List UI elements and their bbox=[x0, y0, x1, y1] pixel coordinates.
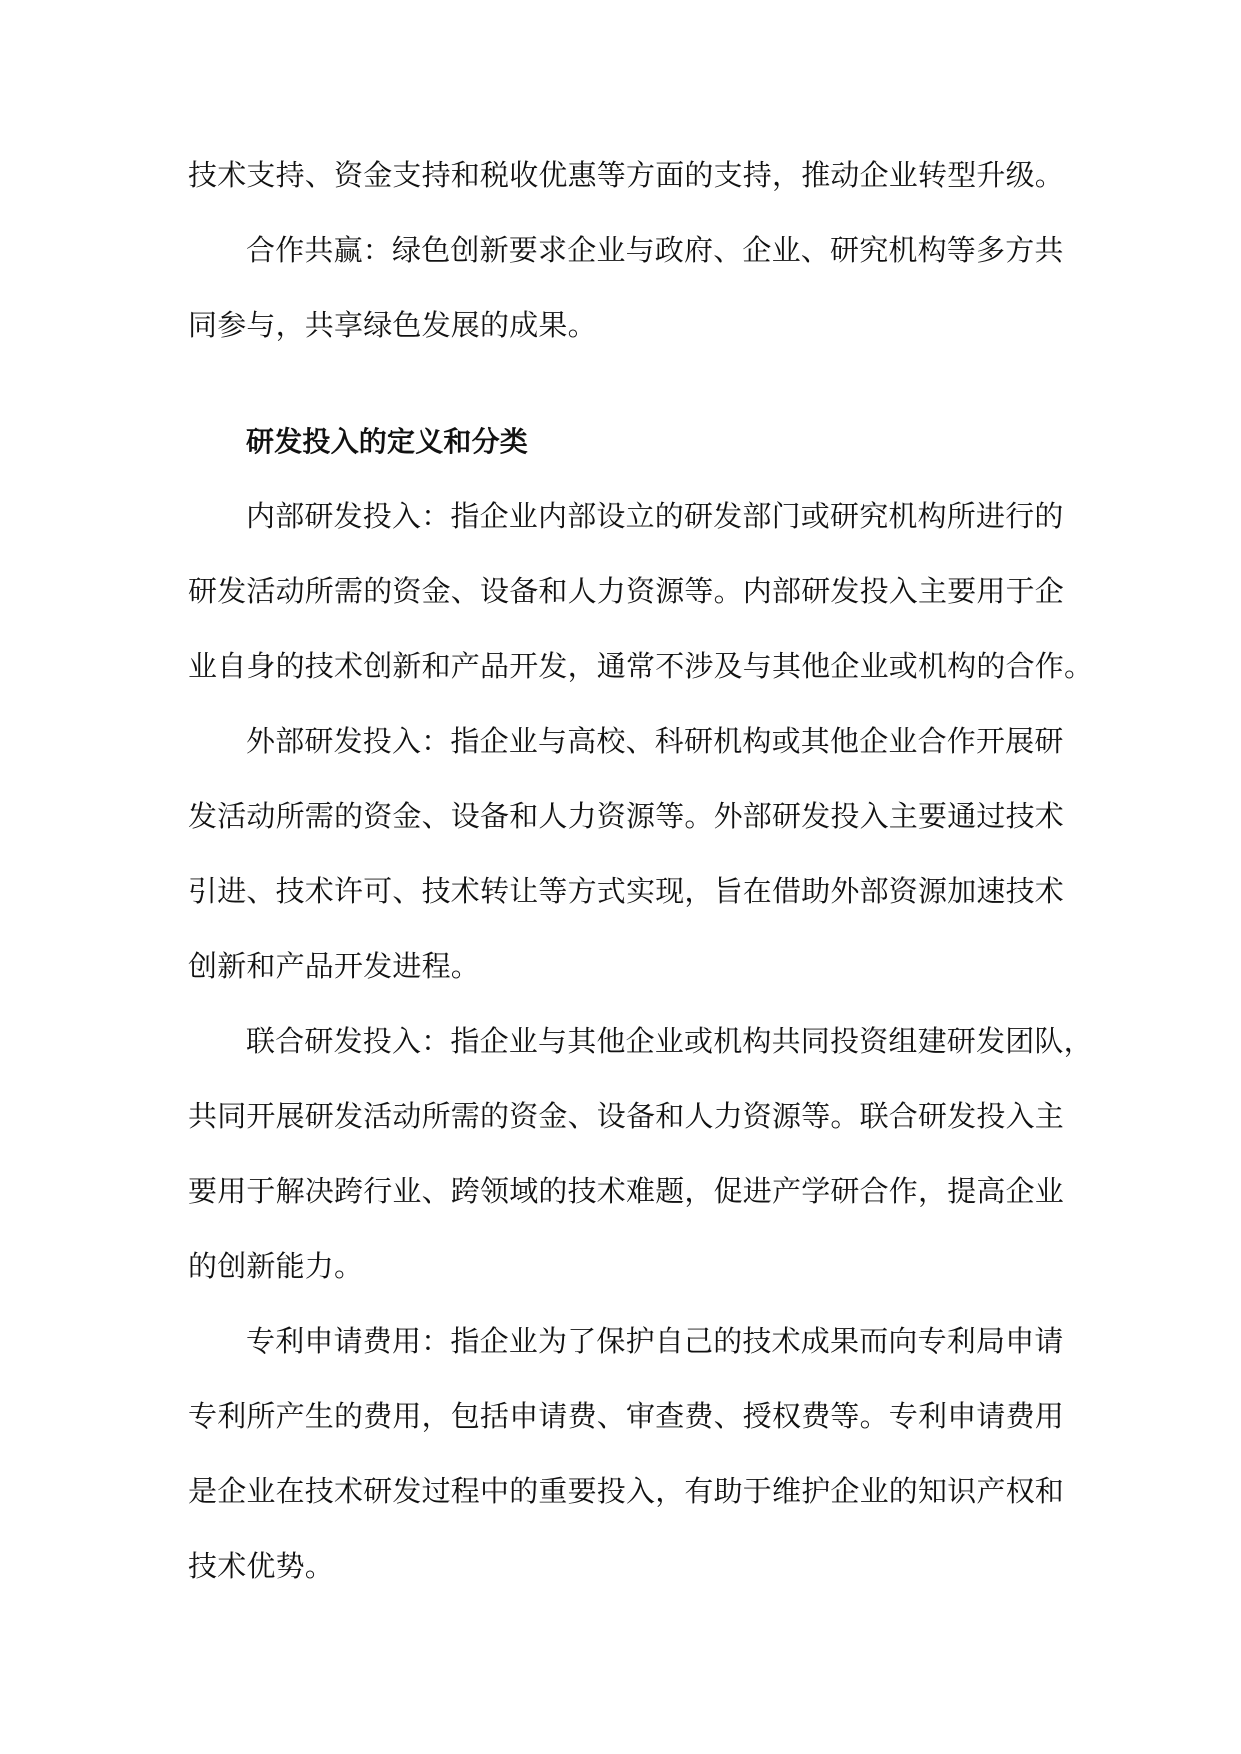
paragraph-line: 内部研发投入：指企业内部设立的研发部门或研究机构所进行的 bbox=[246, 499, 1064, 533]
paragraph-line: 技术支持、资金支持和税收优惠等方面的支持，推动企业转型升级。 bbox=[188, 158, 1065, 192]
paragraph-line: 要用于解决跨行业、跨领域的技术难题，促进产学研合作，提高企业 bbox=[188, 1174, 1065, 1208]
paragraph-line: 发活动所需的资金、设备和人力资源等。外部研发投入主要通过技术 bbox=[188, 799, 1065, 833]
paragraph-line: 专利申请费用：指企业为了保护自己的技术成果而向专利局申请 bbox=[246, 1324, 1064, 1358]
document-page bbox=[188, 138, 1094, 1604]
paragraph-line: 同参与，共享绿色发展的成果。 bbox=[188, 308, 597, 342]
paragraph-line: 创新和产品开发进程。 bbox=[188, 949, 481, 983]
paragraph-line: 是企业在技术研发过程中的重要投入，有助于维护企业的知识产权和 bbox=[188, 1474, 1065, 1508]
paragraph-line: 业自身的技术创新和产品开发，通常不涉及与其他企业或机构的合作。 bbox=[188, 649, 1094, 683]
paragraph-line: 研发活动所需的资金、设备和人力资源等。内部研发投入主要用于企 bbox=[188, 574, 1065, 608]
paragraph-line: 专利所产生的费用，包括申请费、审查费、授权费等。专利申请费用 bbox=[188, 1399, 1065, 1433]
paragraph-line: 合作共赢：绿色创新要求企业与政府、企业、研究机构等多方共 bbox=[246, 233, 1064, 267]
section-spacer bbox=[188, 363, 1058, 404]
paragraph-line: 的创新能力。 bbox=[188, 1249, 364, 1283]
paragraph-line: 引进、技术许可、技术转让等方式实现，旨在借助外部资源加速技术 bbox=[188, 874, 1065, 908]
paragraph-line: 联合研发投入：指企业与其他企业或机构共同投资组建研发团队， bbox=[246, 1024, 1093, 1058]
paragraph-line: 共同开展研发活动所需的资金、设备和人力资源等。联合研发投入主 bbox=[188, 1099, 1065, 1133]
paragraph-line: 外部研发投入：指企业与高校、科研机构或其他企业合作开展研 bbox=[246, 724, 1064, 758]
section-heading: 研发投入的定义和分类 bbox=[246, 425, 529, 458]
paragraph-line: 技术优势。 bbox=[188, 1549, 335, 1583]
